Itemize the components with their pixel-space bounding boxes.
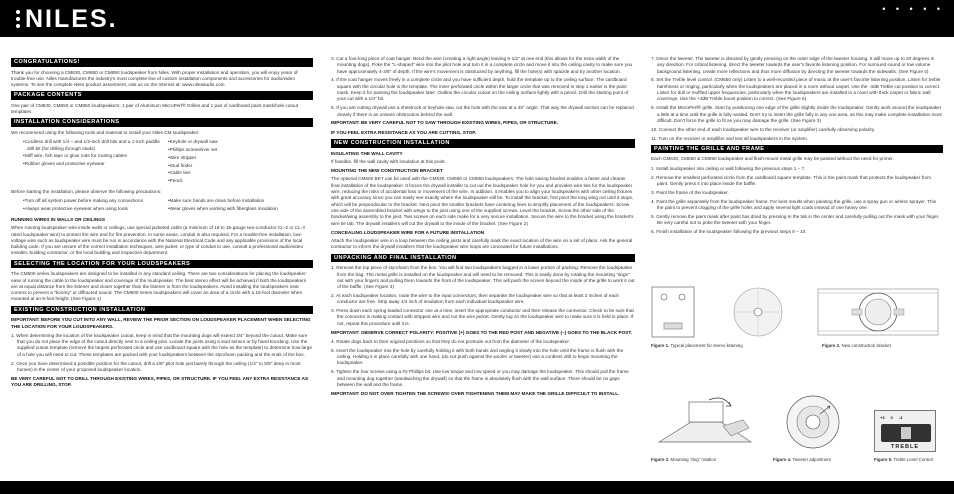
- tool-item: • Phillips screwdriver set: [168, 147, 313, 153]
- polarity-warning: IMPORTANT: OBSERVE CORRECT POLARITY: POSITIVE (+) GOES TO THE RED POST AND NEGATIVE (–) GOES TO THE BLACK POST.: [331, 329, 633, 335]
- column-3: [651, 36, 943, 238]
- figure-2-caption: Figure 2. New construction bracket: [822, 343, 891, 348]
- heading-selecting-location: SELECTING THE LOCATION FOR YOUR LOUDSPEAKERS: [11, 260, 313, 269]
- step-item: 5. If you are cutting drywall use a sheetrock or keyhole saw, cut the hole with the saw at a 45° angle. That way the drywall section can be replaced cleanly if there is an unseen obstruction behind the wall.: [331, 105, 634, 117]
- room-outline: [652, 287, 694, 337]
- footer-bar: [0, 481, 954, 494]
- step-item: 3. Press down each spring-loaded connector one at a time, insert the appropriate conductor and then release the connector. Check to be sure that the connector is making contact with stripped wire and not the wire jacket. Gently tug on the loudspeaker wire to make sure it is held in place. If not, repeat this procedure until it is.: [331, 308, 634, 326]
- heading-new-construction: NEW CONSTRUCTION INSTALLATION: [331, 139, 635, 148]
- figure-1-caption: Figure 1. Typical placement for stereo listening: [651, 343, 743, 348]
- step-item: 8. Set the Treble level control. (CM650 only) Listen to a well-recorded piece of music at the user's favorite listening position. Listen for treble harshness or ringing, particularly when the loudspeakers are placed in a room without carpet. Use the -3dB Treble cut position to correct. Listen for dull or muffled upper frequencies, particularly when the loudspeakers are installed in a room with thick carpet or fabric wall coverings. Use the +3dB Treble boost position to correct. (See Figure 5): [651, 77, 941, 102]
- page-dots-indicator: • • • • •: [882, 4, 944, 14]
- running-wires-body: When running loudspeaker wire inside walls or ceilings, use special jacketed cable (a minimum of 18 to 16-gauge two-conductor CL-2 or CL-3 rated loudspeaker wire) to protect the wire and for fire prevention. In some areas, conduit is also required. For a trouble-free installation, low-voltage wire such as loudspeaker wire must be run in accordance with the National Electrical Code and any applicable provisions of the local building code. If you are unsure of the correct installation techniques, wire jacket, or type of conduit to use, consult a professional audio/video installer, building contractor, or the local building and inspection department.: [11, 225, 305, 256]
- insulating-body: If feasible, fill the wall cavity with insulation at this point.: [331, 158, 446, 164]
- step-item: 11. Turn on the receiver or amplifier and test all loudspeakers in the system.: [651, 135, 809, 141]
- tweeter-dome-icon: [806, 415, 820, 429]
- step-item: 4. If the coat hanger moves freely in a complete circle and you have sufficient depth, hold the template up to the ceiling surface. The cardboard square with the circular hole is the template. The inner perforated circle within the larger circle that was removed in step 1 earlier is the paint mask. Keep it for painting the loudspeaker later. Outline the circular cutout on the ceiling surface lightly with a pencil. Drill the starting point of your cut with a 1/4" bit.: [331, 77, 629, 102]
- heading-painting: PAINTING THE GRILLE AND FRAME: [651, 145, 943, 154]
- figure-5-treble-panel: [874, 410, 936, 452]
- tools-list-right: [168, 139, 313, 186]
- subheading-running-wires: RUNNING WIRES IN WALLS OR CEILINGS: [11, 216, 106, 222]
- step-item: 4. Rotate dogs back to their original positions so that they do not protrude out from the diameter of the loudspeaker.: [331, 338, 570, 344]
- tool-item: • Rubber gloves and protective eyewear: [23, 161, 168, 167]
- step-item: 5. Gently remove the paint mask after paint has dried by pressing in the tab in the center and carefully pulling out the mask with your finger. Be very careful not to poke the tweeter with your finger.: [651, 213, 940, 226]
- treble-minus-label: -3: [898, 415, 903, 420]
- step-item: 3. Paint the frame of the loudspeaker.: [651, 189, 729, 195]
- precaution-item: • Make sure hands are clean before installation: [168, 198, 313, 204]
- painting-steps: [651, 166, 943, 236]
- figure-4-tweeter-diagram: [768, 392, 858, 452]
- precautions-right: [168, 198, 313, 214]
- install-intro: We recommend using the following tools and material to install your Niles CM loudspeaker:: [11, 129, 200, 135]
- precautions-intro: Before starting the installation, please observe the following precautions:: [11, 189, 162, 195]
- step-item: 10. Connect the other end of each loudspeaker wire to the receiver (or amplifier) carefully observing polarity.: [651, 126, 875, 132]
- unpacking-steps-2: [331, 339, 635, 388]
- cutout-steps: [331, 56, 635, 118]
- subheading-bracket: MOUNTING THE NEW CONSTRUCTION BRACKET: [331, 168, 443, 174]
- tools-list: [23, 139, 313, 186]
- treble-dial-label: TREBLE: [891, 444, 919, 450]
- treble-switch: [881, 424, 931, 442]
- column-1: [11, 55, 313, 391]
- logo-dots-icon: [16, 10, 20, 28]
- final-steps: [651, 56, 943, 142]
- step-item: 1. When determining the location of the loudspeaker cutout, keep in mind that the mounting dogs will extend 3/4" beyond the cutout. Make sure that you do not place the edge of the cutout directly next to a ceiling joist. Locate the joists using a stud sensor or by hand knocking. Use the supplied cutout template (remove the largest perforated circle and use cardboard square with the hole as the template) to determine how large of a hole you will need to cut. These templates are packed with your loudspeakers between the styrofoam packing and the ends of the box.: [11, 332, 312, 357]
- precaution-item: • Turn off all system power before making any connections: [23, 198, 168, 204]
- step-item: 9. Install the MicroPerf® grille. Start by positioning one edge of the grille slightly inside the loudspeaker. Gently work around the loudspeaker a little at a time until the grille is fully seated. Don't try to insert the grille fully in any one area, as this may make complete installation more difficult. Don't force the grille to fit as you may damage the grille. (See Figure 3): [651, 105, 943, 123]
- existing-warning: IMPORTANT: BEFORE YOU CUT INTO ANY WALL, REVIEW THE PRIOR SECTION ON LOUDSPEAKER PLACEMENT WHEN SELECTING THE LOCATION FOR YOUR LOUDSPEAKERS.: [11, 317, 311, 329]
- treble-plus-label: +3: [880, 415, 885, 420]
- existing-steps: [11, 333, 313, 373]
- saw-warning: IMPORTANT: BE VERY CAREFUL NOT TO SAW THROUGH EXISTING WIRES, PIPES, OR STRUCTURE.: [331, 120, 559, 126]
- heading-installation-considerations: INSTALLATION CONSIDERATIONS: [11, 118, 313, 127]
- heading-existing-construction: EXISTING CONSTRUCTION INSTALLATION: [11, 306, 313, 315]
- step-item: 2. Remove the smallest perforated circle from the cardboard square template. This is the paint mask that protects the loudspeaker from paint. Gently press it into place inside the baffle.: [651, 174, 931, 186]
- step-item: 1. Remove the top piece of styrofoam from the box. You will find two loudspeakers bagged in a lower portion of packing. Remove the loudspeaker from the bag. The metal grille is installed on the loudspeaker and will need to be removed. This is easily done by rotating the mounting "dogs" out with your fingers and pulling them towards the front of the loudspeaker. This will push the screen beyond the inside of the grille to work it out of the baffle. (See Figure 3): [331, 265, 635, 290]
- tool-item: • Wire stripper: [168, 155, 313, 161]
- heading-package-contents: PACKAGE CONTENTS: [11, 91, 313, 100]
- concealing-body: Attach the loudspeaker wire in a loop between the ceiling joists and carefully mark the exact location of the wire on a set of plans. Ask the general contractor to inform the drywall installers that the loudspeaker wire loops are concealed for future installations.: [331, 238, 633, 250]
- figure-4-caption: Figure 4. Tweeter adjustment: [773, 457, 831, 462]
- precautions-list: [23, 198, 313, 214]
- tool-item: • Stud finder: [168, 163, 313, 169]
- painting-intro: Each CM630, CM650 & CM850 loudspeaker and flush-mount metal grille may be painted without the need for primer.: [651, 156, 894, 162]
- logo-wordmark: NILES.: [25, 4, 118, 33]
- saw-warning-2: IF YOU FEEL EXTRA RESISTANCE AS YOU ARE CUTTING, STOP.: [331, 129, 477, 135]
- header-bar: [0, 0, 954, 37]
- step-item: 2. At each loudspeaker location, route the wire to the input connectors; then separate the loudspeaker wire so that at least 2 inches of each conductor are free. Strip away 1/4 inch of insulation from each individual loudspeaker wire.: [331, 292, 619, 305]
- tool-item: • Cable ties: [168, 170, 313, 176]
- treble-zero-label: 0: [890, 415, 893, 420]
- sofa-shape: [664, 323, 682, 329]
- precaution-item: • Always wear protective eyewear when using tools: [23, 206, 168, 212]
- step-item: 4. Paint the grille separately from the loudspeaker frame. For best results when painting the grille, use a spray gun or airless sprayer. Thin the paint to prevent clogging of the grille holes and apply several light coats instead of one heavy one.: [651, 198, 937, 210]
- figure-3-caption: Figure 3. Mounting "dog" rotation: [651, 457, 717, 462]
- tool-item: • Keyhole or drywall saw: [168, 139, 313, 145]
- subheading-insulating: INSULATING THE WALL CAVITY: [331, 150, 403, 156]
- unpacking-steps: [331, 265, 635, 327]
- speaker-left-icon: [661, 294, 667, 300]
- package-body: One pair of CM630, CM650 or CM850 loudspeakers; 1 pair of Aluminum MicroPerf® Grilles and 1 pair of cardboard paint mask/hole cutout templates.: [11, 102, 299, 115]
- step-item: 1. Install loudspeaker into ceiling or wall following the previous steps 1 – 7.: [651, 165, 806, 171]
- step-item: 7. Direct the tweeter. The tweeter is directed by gently pressing on the outer edge of the tweeter housing. It will move up to 20 degrees in any direction. For critical listening, direct the tweeter towards the user's favorite listening position. For surround sound or low volume background listening, create more reflections and thus more diffusion by directing the tweeter towards the sidewalls. (See Figure 4): [651, 56, 935, 74]
- treble-switch-knob: [901, 427, 911, 439]
- step-item: 2. Once you have determined a possible position for the cutout, drill a 1/8" pilot hole just barely through the ceiling (1/2" to 5/8" deep in most homes) in the center of your proposed loudspeaker location.: [11, 360, 301, 372]
- speaker-right-icon: [679, 294, 685, 300]
- step-item: 3. Cut a foot-long piece of coat hanger. Bend the wire (creating a right angle) leaving 5-1/2" at one end (this allows for the extra width of the mounting dogs). Poke the "L-shaped" wire into the pilot hole and turn it in a complete circle and move it into the ceiling cavity to make sure you have approximately 4-3/8" of depth. If the wire's movement is obstructed by anything, fill the hole(s) with spackle and try another location.: [331, 56, 633, 74]
- tool-item: • Stiff wire, fish tape or glow rods for routing cables: [23, 153, 168, 159]
- step-item: 5. Insert the loudspeaker into the hole by carefully holding it with both hands and angling it slowly into the hole until the frame is flush with the ceiling. Holding it in place carefully with one hand, (do not push against the woofer or tweeter) use a cordless drill to begin mounting the loudspeaker.: [331, 347, 624, 366]
- figure-3-mounting-dog-diagram: [651, 392, 761, 452]
- heading-congratulations: CONGRATULATIONS!: [11, 58, 313, 67]
- figure-1-room-diagram: [650, 283, 800, 341]
- tighten-warning: IMPORTANT: DO NOT OVER TIGHTEN THE SCREWS! OVER TIGHTENING THEM MAY MAKE THE GRILLE DIFFICULT TO INSTALL.: [331, 390, 620, 396]
- existing-warning-2: BE VERY CAREFUL NOT TO DRILL THROUGH EXISTING WIRES, PIPES, OR STRUCTURE. IF YOU FEEL ANY EXTRA RESISTANCE AS YOU ARE DRILLING, STOP.: [11, 375, 309, 388]
- subheading-concealing: CONCEALING LOUDSPEAKER WIRE FOR A FUTURE INSTALLATION: [331, 229, 485, 235]
- tools-list-left: [23, 139, 168, 186]
- column-2: [331, 36, 635, 400]
- step-item: 6. Tighten the four screws using a #2 Phillips bit. Use low torque and low speed or you may damage the loudspeaker. This should pull the frame and mounting dog together (sandwiching the drywall) so that the frame is absolutely flush with the wall surface. There should be no gaps between the wall and the frame.: [331, 369, 629, 387]
- figure-5-caption: Figure 5. Treble Level Control: [874, 457, 933, 462]
- speaker-center-icon: [754, 308, 762, 316]
- niles-logo: [16, 6, 118, 32]
- location-body: The CM600 series loudspeakers are designed to be installed in any standard ceiling. There are two considerations for placing the loudspeaker: ease of running the cable to the loudspeaker and coverage of the loudspeaker. The best stereo effect will be achieved if both the loudspeakers are at equal distance from the listener and closer together than the listener is from the loudspeakers. Avoid installing the loudspeakers near corners to prevent a "boomy" or diffracted sound. The CM600 series loudspeakers will cover an area of a circle with a 16-foot diameter when mounted at an 8-foot height. (See Figure 1): [11, 271, 307, 302]
- figure-2-bracket-diagram: [812, 283, 944, 341]
- bracket-body: The optional CM600 BKT can be used with the CM630, CM650 or CM850 loudspeakers. The hole saving bracket enables a faster and cleaner final installation of the loudspeaker. It forces the drywall installer to cut out the loudspeaker hole for you and provides wire ties for the loudspeaker wire, reducing the risks of accidental loss or movement of the wire. In addition, it enables you to align your loudspeakers with other ceiling fixtures with great accuracy since you can easily see exactly where the loudspeaker will be. To install the bracket, first pivot the long wing out until it stops, which will be perpendicular to the bracket. Next pivot the smaller brackets have centering lines to simplify placement of the loudspeakers. Screw one side of the assembled bracket with wings to the joist using one of the supplied screws. Level the bracket. Screw the other side of the bracket/wing assembly to the joist. Two screws on each side make for a very secure installation. Secure the wire to the bracket using the bracket's wire tie tab. The drywall installers will cut the drywall to the inside of the bracket. (See Figure 2): [331, 176, 634, 226]
- precaution-item: • Wear gloves when working with fiberglass insulation: [168, 206, 313, 212]
- tool-item: • Cordless drill with 1/4 – and 1/2-inch drill bits and a 1-inch paddle drill bit (for drilling through studs): [23, 139, 168, 152]
- step-item: 6. Finish installation of the loudspeaker following the previous steps 8 – 10.: [651, 229, 807, 235]
- precautions-left: [23, 198, 168, 214]
- heading-unpacking: UNPACKING AND FINAL INSTALLATION: [331, 254, 635, 263]
- tool-item: • Pencil: [168, 178, 313, 184]
- congrats-body: Thank you for choosing a CM630, CM650 or CM850 loudspeaker from Niles. With proper installation and operation, you will enjoy years of trouble-free use. Niles manufactures the industry's most complete line of custom installation components and accessories for audio/video systems. To see the complete Niles product assortment, visit us on the Internet at: www.nilesaudio.com: [11, 69, 298, 88]
